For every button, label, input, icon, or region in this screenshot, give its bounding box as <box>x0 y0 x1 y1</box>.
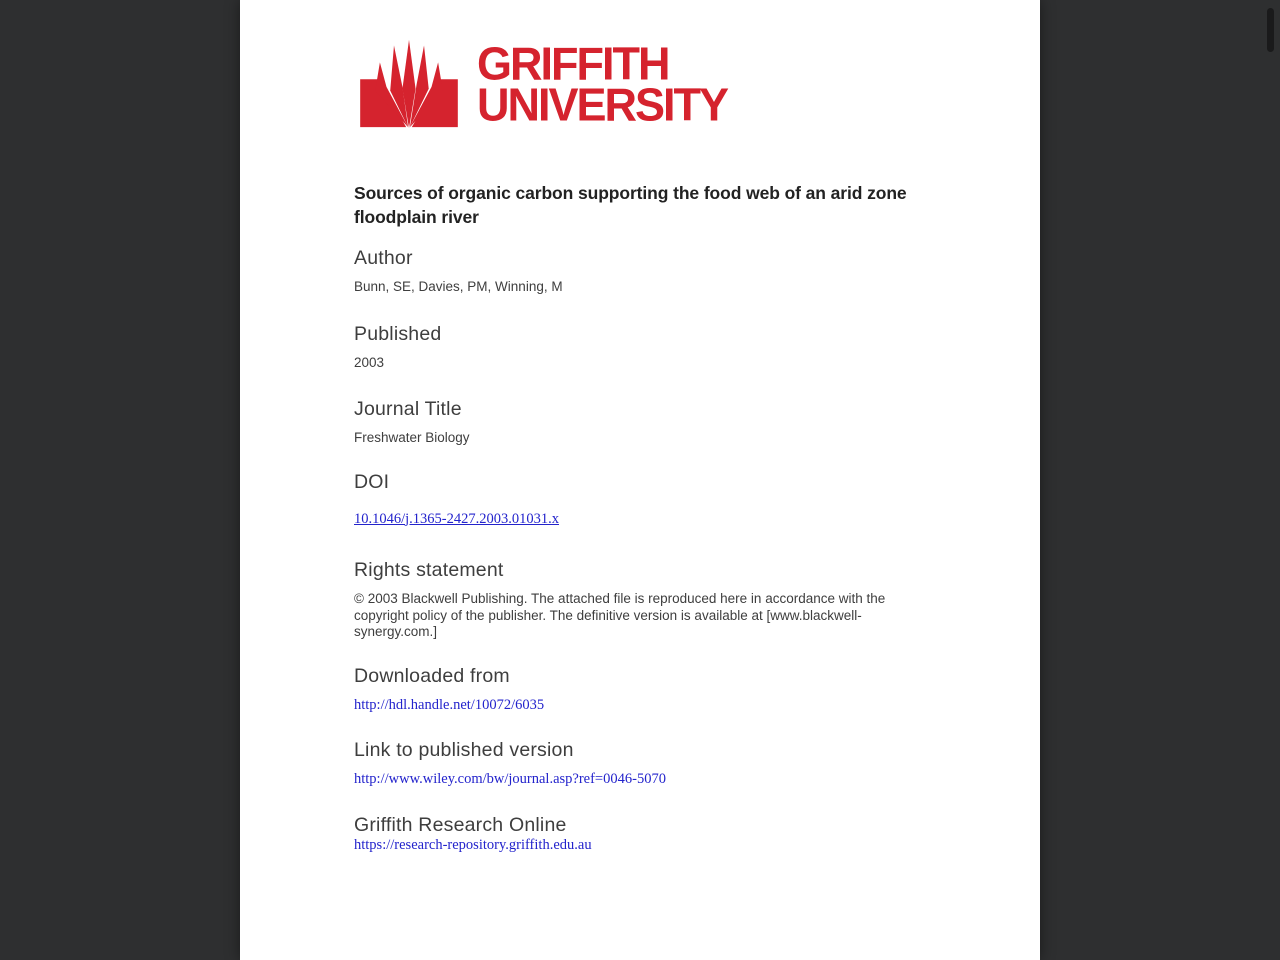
author-names: Bunn, SE, Davies, PM, Winning, M <box>354 279 563 294</box>
section-rights-statement <box>354 558 960 641</box>
section-rights-heading: Rights statement <box>354 559 504 581</box>
published-year: 2003 <box>354 354 385 370</box>
page-content <box>240 0 960 853</box>
section-published-heading: Published <box>354 322 442 345</box>
section-author <box>354 246 960 296</box>
section-gro-heading: Griffith Research Online <box>354 813 567 836</box>
section-author-heading: Author <box>354 247 413 269</box>
section-doi-heading: DOI <box>354 470 390 493</box>
paper-title: Sources of organic carbon supporting the food web of an arid zone floodplain river <box>354 183 907 227</box>
section-griffith-research-online <box>354 813 960 854</box>
section-downloaded-from <box>354 664 960 714</box>
document-page <box>240 0 1040 960</box>
section-linkpub-heading: Link to published version <box>354 739 574 761</box>
rights-statement-text: © 2003 Blackwell Publishing. The attached file is reproduced here in accordance with the copyright policy of the publisher. The definitive version is available at [www.blackwell-synergy.com.] <box>354 591 886 639</box>
journal-title-value: Freshwater Biology <box>354 430 470 445</box>
section-journal-title <box>354 397 960 447</box>
section-journal-heading: Journal Title <box>354 398 462 420</box>
published-version-link[interactable]: http://www.wiley.com/bw/journal.asp?ref=0046-5070 <box>354 771 666 787</box>
logo-wordmark-line1: GRIFFITH <box>477 37 669 90</box>
repository-link[interactable]: https://research-repository.griffith.edu.au <box>354 836 592 853</box>
griffith-flame-logo-icon <box>354 38 464 130</box>
doi-link[interactable]: 10.1046/j.1365-2427.2003.01031.x <box>354 510 560 527</box>
section-doi <box>354 470 960 528</box>
logo-wordmark <box>477 37 728 131</box>
section-downloaded-heading: Downloaded from <box>354 664 510 687</box>
griffith-university-logo <box>354 38 960 130</box>
section-link-to-published-version <box>354 738 960 788</box>
vertical-scrollbar-thumb[interactable] <box>1267 8 1274 52</box>
handle-link[interactable]: http://hdl.handle.net/10072/6035 <box>354 696 545 713</box>
section-published <box>354 322 960 372</box>
logo-wordmark-line2: UNIVERSITY <box>477 78 728 131</box>
